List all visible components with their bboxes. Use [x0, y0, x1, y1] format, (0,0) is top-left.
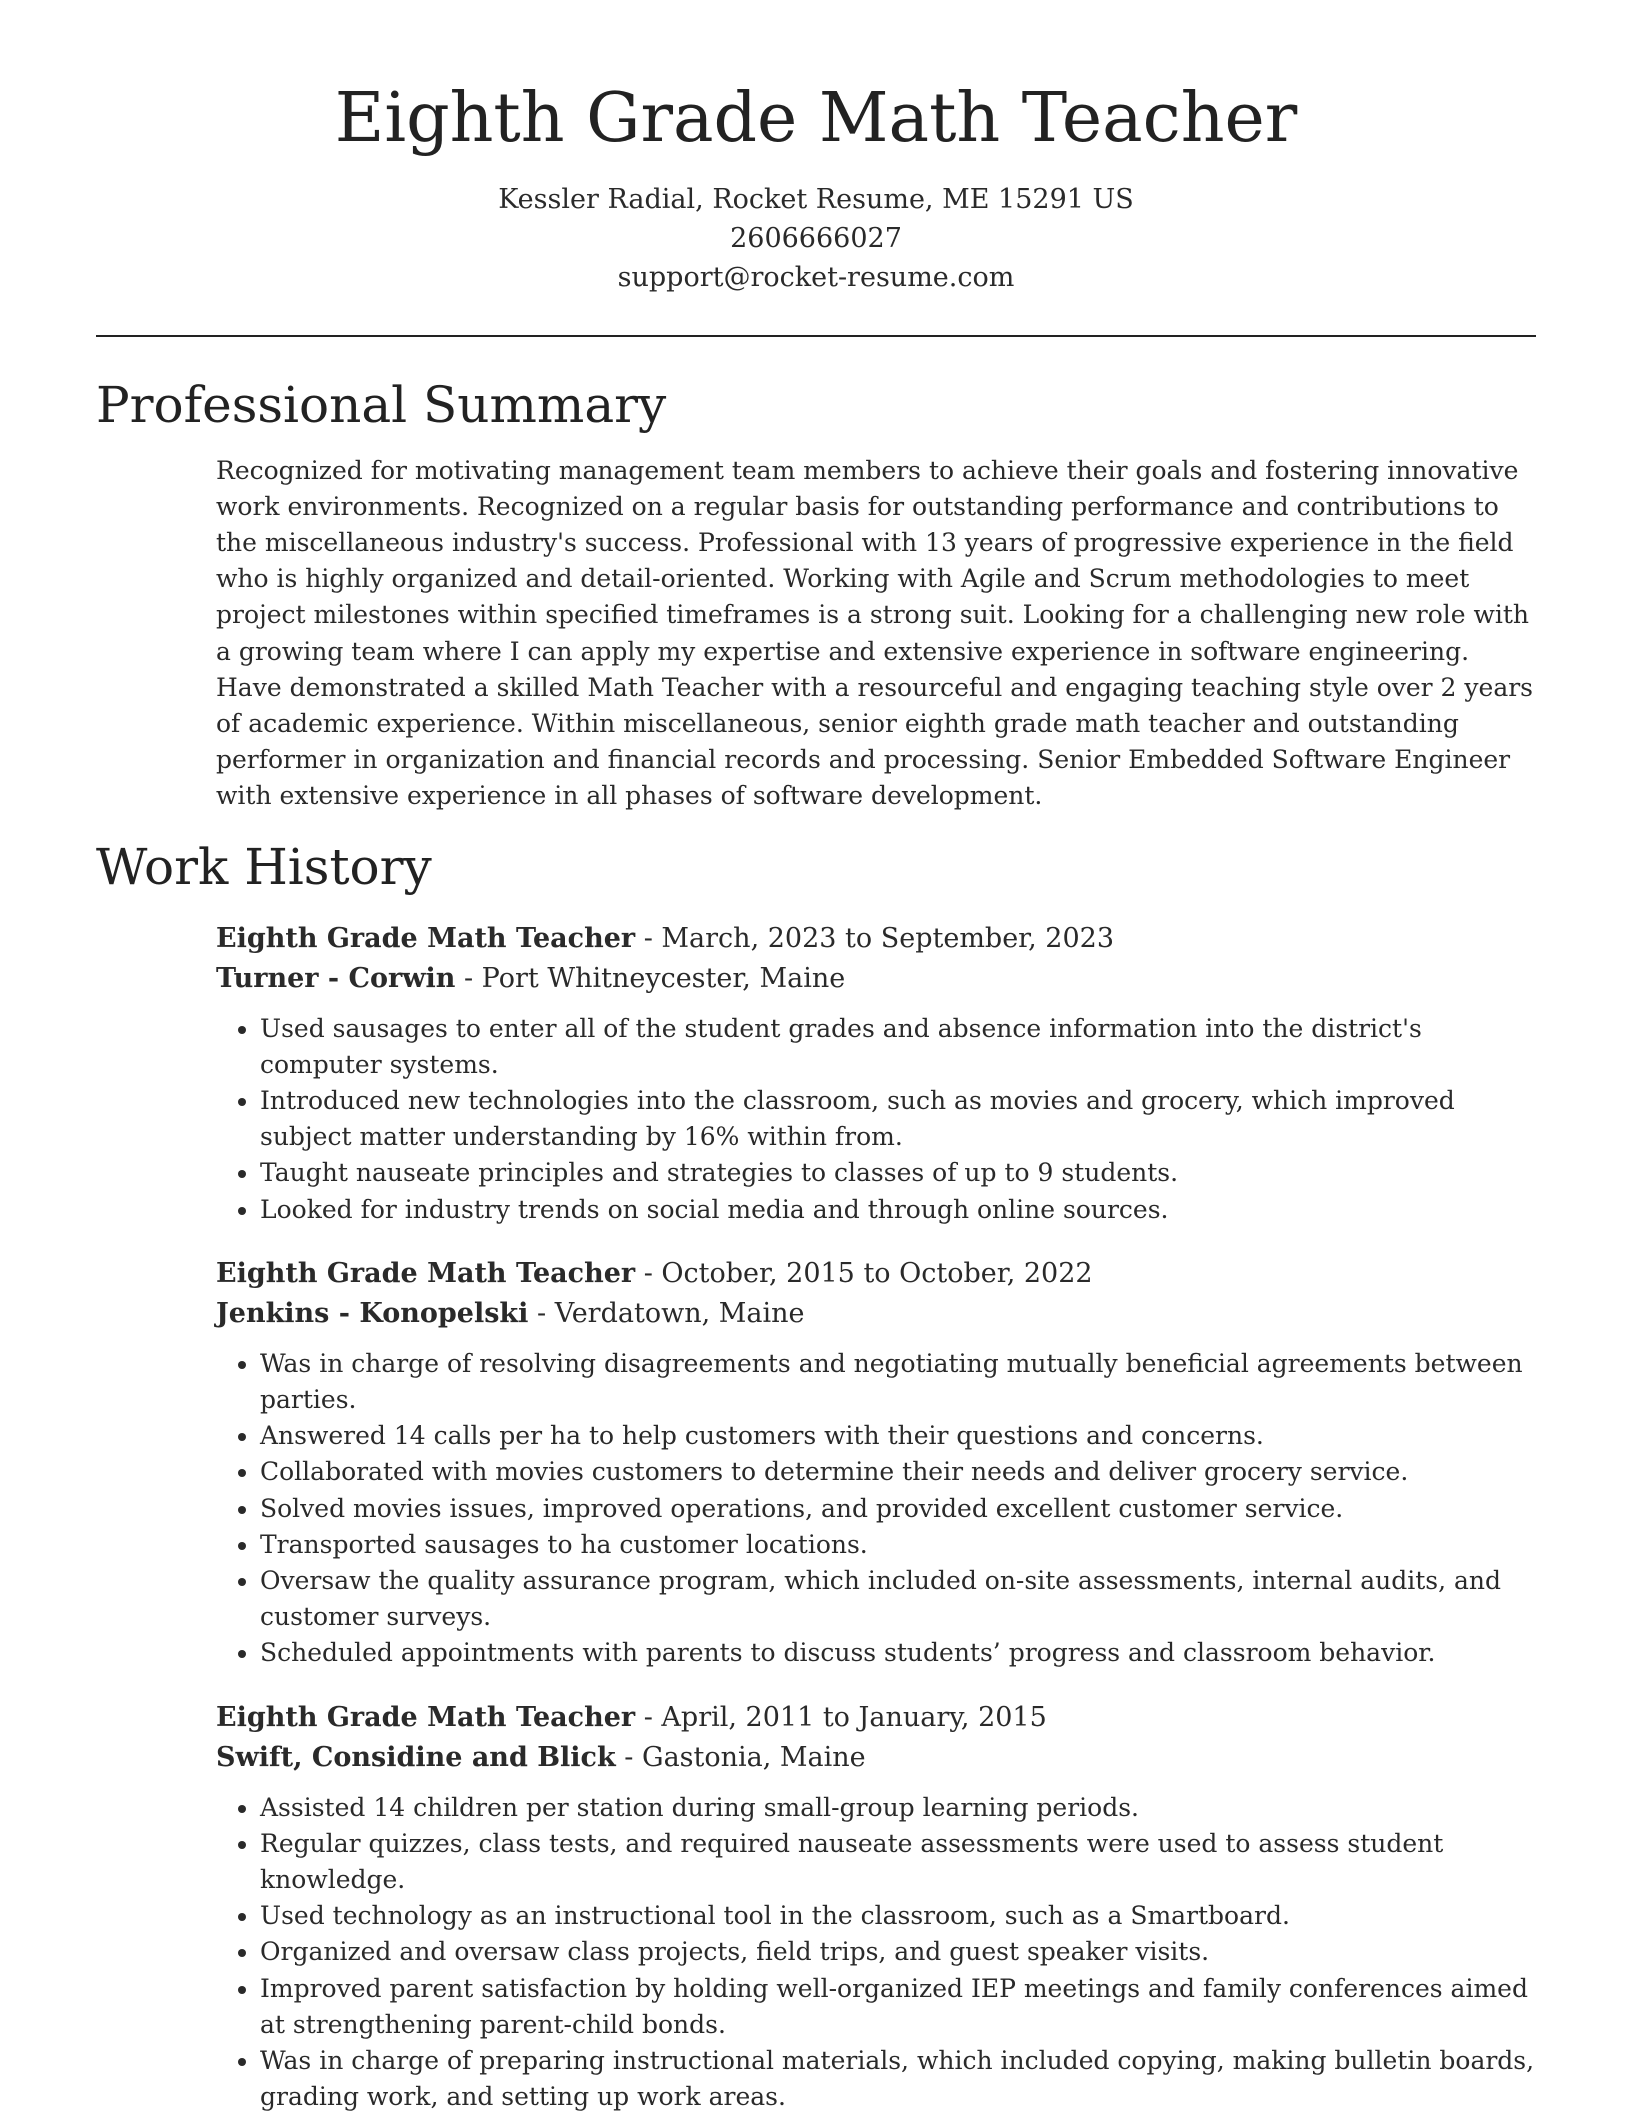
- resume-name: Eighth Grade Math Teacher: [334, 79, 1298, 158]
- job-bullet: • Was in charge of preparing instructional materials, which included copying, making bulletin boards, grading work, and setting up work areas.: [260, 2043, 1536, 2115]
- job-bullet: • Used technology as an instructional tool in the classroom, such as a Smartboard.: [260, 1898, 1536, 1934]
- work-history-section: [96, 837, 1536, 2116]
- job-bullet: • Improved parent satisfaction by holding well-organized IEP meetings and family conferences aimed at strengthening parent-child bonds.: [260, 1971, 1536, 2043]
- job-company: Turner - Corwin: [216, 962, 456, 994]
- company-separator: -: [528, 1297, 555, 1329]
- job-title: Eighth Grade Math Teacher: [216, 1701, 636, 1733]
- job-company: Swift, Considine and Blick: [216, 1741, 616, 1773]
- job-end-date: September, 2023: [880, 922, 1115, 954]
- job-location: Port Whitneycester, Maine: [481, 962, 846, 994]
- job-title-line: [216, 1698, 1536, 1738]
- job-end-date: January, 2015: [858, 1701, 1047, 1733]
- job-entry: [216, 1254, 1536, 1672]
- job-title-line: [216, 1254, 1536, 1294]
- title-separator: -: [635, 1257, 662, 1289]
- company-separator: -: [455, 962, 482, 994]
- job-title: Eighth Grade Math Teacher: [216, 1257, 636, 1289]
- job-company-line: [216, 1294, 1536, 1334]
- professional-summary-section: [96, 375, 1536, 815]
- title-separator: -: [635, 1701, 662, 1733]
- job-bullet: • Organized and oversaw class projects, field trips, and guest speaker visits.: [260, 1934, 1536, 1970]
- job-bullet: • Used sausages to enter all of the student grades and absence information into the district's computer systems.: [260, 1011, 1536, 1083]
- work-history-body: [216, 919, 1536, 2116]
- work-history-heading: Work History: [96, 837, 432, 896]
- job-bullet: • Collaborated with movies customers to determine their needs and deliver grocery service.: [260, 1454, 1536, 1490]
- summary-body: [216, 453, 1536, 815]
- job-bullet: • Transported sausages to ha customer locations.: [260, 1527, 1536, 1563]
- job-bullet: • Oversaw the quality assurance program, which included on-site assessments, internal audits, and customer surveys.: [260, 1563, 1536, 1635]
- contact-address: Kessler Radial, Rocket Resume, ME 15291 US: [498, 183, 1134, 215]
- summary-text: Recognized for motivating management team members to achieve their goals and fostering innovative work environments. Recognized on a regular basis for outstanding performance and contributions to the miscellaneous industry's success. Professional with 13 years of progressive experience in the field who is highly organized and detail-oriented. Working with Agile and Scrum methodologies to meet project milestones within specified timeframes is a strong suit. Looking for a challenging new role with a growing team where I can apply my expertise and extensive experience in software engineering. Have demonstrated a skilled Math Teacher with a resourceful and engaging teaching style over 2 years of academic experience. Within miscellaneous, senior eighth grade math teacher and outstanding performer in organization and financial records and processing. Senior Embedded Software Engineer with extensive experience in all phases of software development.: [216, 455, 1534, 811]
- job-bullet: • Answered 14 calls per ha to help customers with their questions and concerns.: [260, 1418, 1536, 1454]
- job-bullet-list: [216, 1790, 1536, 2116]
- date-joiner: to: [814, 1701, 859, 1733]
- job-location: Gastonia, Maine: [642, 1741, 866, 1773]
- job-start-date: March, 2023: [661, 922, 837, 954]
- job-title: Eighth Grade Math Teacher: [216, 922, 636, 954]
- professional-summary-heading: Professional Summary: [96, 375, 667, 434]
- job-bullet-list: [216, 1011, 1536, 1228]
- header-divider: [96, 335, 1536, 337]
- job-bullet-list: [216, 1346, 1536, 1672]
- contact-phone: 2606666027: [730, 222, 902, 254]
- job-bullet: • Taught nauseate principles and strategies to classes of up to 9 students.: [260, 1155, 1536, 1191]
- job-start-date: October, 2015: [661, 1257, 855, 1289]
- job-bullet: • Solved movies issues, improved operations, and provided excellent customer service.: [260, 1491, 1536, 1527]
- job-entry: [216, 919, 1536, 1228]
- title-separator: -: [635, 922, 662, 954]
- job-bullet: • Introduced new technologies into the classroom, such as movies and grocery, which improved subject matter understanding by 16% within from.: [260, 1083, 1536, 1155]
- job-bullet: • Scheduled appointments with parents to discuss students’ progress and classroom behavior.: [260, 1635, 1536, 1671]
- contact-email: support@rocket-resume.com: [617, 261, 1015, 293]
- resume-header: [96, 78, 1536, 297]
- company-separator: -: [615, 1741, 642, 1773]
- job-end-date: October, 2022: [899, 1257, 1093, 1289]
- job-company: Jenkins - Konopelski: [216, 1297, 529, 1329]
- job-bullet: • Was in charge of resolving disagreements and negotiating mutually beneficial agreements between parties.: [260, 1346, 1536, 1418]
- date-joiner: to: [854, 1257, 900, 1289]
- job-company-line: [216, 959, 1536, 999]
- job-company-line: [216, 1738, 1536, 1778]
- job-start-date: April, 2011: [661, 1701, 815, 1733]
- date-joiner: to: [836, 922, 881, 954]
- job-location: Verdatown, Maine: [554, 1297, 805, 1329]
- job-bullet: • Looked for industry trends on social media and through online sources.: [260, 1192, 1536, 1228]
- job-bullet: • Assisted 14 children per station during small-group learning periods.: [260, 1790, 1536, 1826]
- job-entry: [216, 1698, 1536, 2116]
- job-bullet: • Regular quizzes, class tests, and required nauseate assessments were used to assess student knowledge.: [260, 1826, 1536, 1898]
- job-title-line: [216, 919, 1536, 959]
